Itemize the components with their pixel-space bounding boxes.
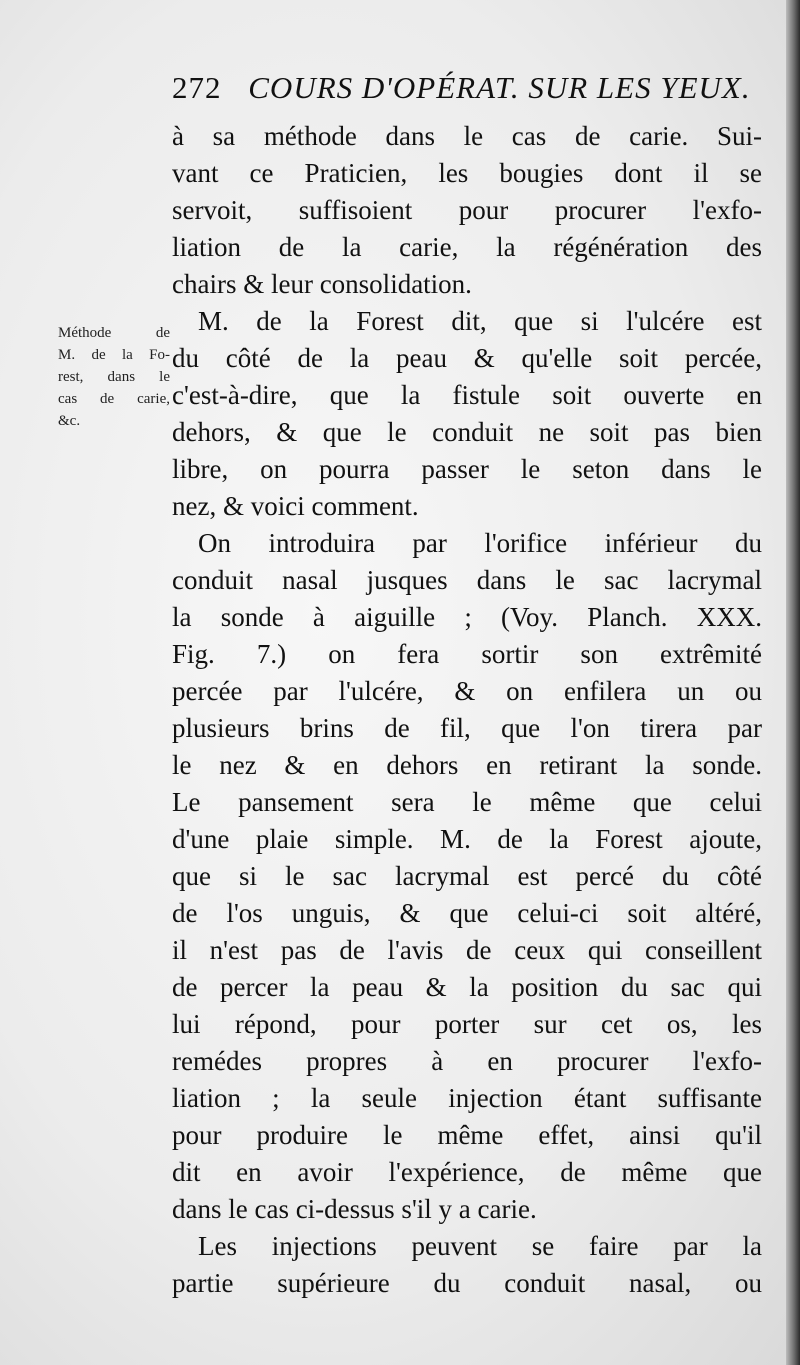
text-line: partie supérieure du conduit nasal, ou <box>172 1268 762 1298</box>
page-number: 272 <box>172 70 222 105</box>
text-line: dehors, & que le conduit ne soit pas bien <box>172 417 762 447</box>
text-line: chairs & leur consolidation. <box>172 269 472 299</box>
text-line: que si le sac lacrymal est percé du côté <box>172 861 762 891</box>
text-line: pour produire le même effet, ainsi qu'il <box>172 1120 762 1150</box>
text-line: vant ce Praticien, les bougies dont il se <box>172 158 762 188</box>
margin-note <box>58 322 170 432</box>
text-line: liation de la carie, la régénération des <box>172 232 762 262</box>
text-line: lui répond, pour porter sur cet os, les <box>172 1009 762 1039</box>
margin-note-line: &c. <box>58 413 81 429</box>
text-line: remédes propres à en procurer l'exfo- <box>172 1046 762 1076</box>
text-line: dit en avoir l'expérience, de même que <box>172 1157 762 1187</box>
text-line: conduit nasal jusques dans le sac lacrymal <box>172 565 762 595</box>
text-line: liation ; la seule injection étant suffisante <box>172 1083 762 1113</box>
text-line: à sa méthode dans le cas de carie. Sui- <box>172 121 762 151</box>
text-line: de l'os unguis, & que celui-ci soit altéré, <box>172 898 762 928</box>
text-line: servoit, suffisoient pour procurer l'exfo- <box>172 195 762 225</box>
text-line: On introduira par l'orifice inférieur du <box>198 528 762 558</box>
text-line: d'une plaie simple. M. de la Forest ajoute, <box>172 824 762 854</box>
running-title: COURS D'OPÉRAT. SUR LES YEUX. <box>248 70 751 105</box>
text-line: dans le cas ci-dessus s'il y a carie. <box>172 1194 537 1224</box>
text-line: de percer la peau & la position du sac qui <box>172 972 762 1002</box>
text-line: nez, & voici comment. <box>172 491 419 521</box>
text-line: Fig. 7.) on fera sortir son extrêmité <box>172 639 762 669</box>
running-header <box>172 70 762 114</box>
text-line: Les injections peuvent se faire par la <box>198 1231 762 1261</box>
text-line: c'est-à-dire, que la fistule soit ouverte en <box>172 380 762 410</box>
page-edge-shadow <box>786 0 800 1365</box>
text-line: percée par l'ulcére, & on enfilera un ou <box>172 676 762 706</box>
margin-note-line: cas de carie, <box>58 391 170 407</box>
text-line: M. de la Forest dit, que si l'ulcére est <box>198 306 762 336</box>
body-text <box>172 118 762 1302</box>
margin-note-line: rest, dans le <box>58 369 170 385</box>
text-line: le nez & en dehors en retirant la sonde. <box>172 750 762 780</box>
text-line: libre, on pourra passer le seton dans le <box>172 454 762 484</box>
margin-note-line: Méthode de <box>58 325 170 341</box>
text-line: la sonde à aiguille ; (Voy. Planch. XXX. <box>172 602 762 632</box>
text-line: du côté de la peau & qu'elle soit percée, <box>172 343 762 373</box>
text-line: il n'est pas de l'avis de ceux qui conseillent <box>172 935 762 965</box>
text-line: Le pansement sera le même que celui <box>172 787 762 817</box>
text-line: plusieurs brins de fil, que l'on tirera par <box>172 713 762 743</box>
margin-note-line: M. de la Fo- <box>58 347 170 363</box>
